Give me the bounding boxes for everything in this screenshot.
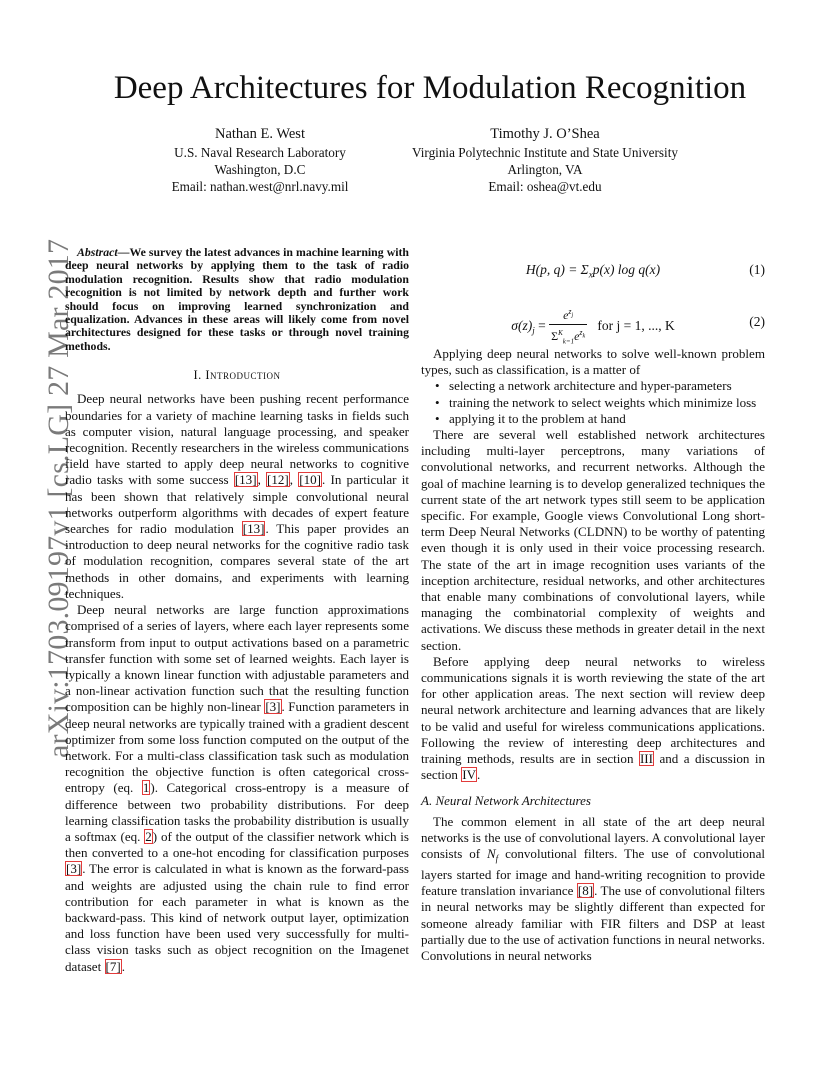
arxiv-watermark (2, 238, 75, 760)
right-paragraph-4: The common element in all state of the art deep neural networks is the use of convolutional layers. A convolutional layer consists of $N_f$ convolutional filters. The use of convolutional layers started for image and hand-writing recognition to provide feature translation invariance [8]. The use of convolutional filters in neural networks may be slightly different than expected for someone already familiar with FIR filters and DSP at least partially due to the use of activation functions in neural networks. Convolutions in neural networks (421, 813, 765, 963)
right-column (421, 246, 765, 964)
equation-2: $\sigma(z)_j$ = $\frac{e^{z_j}}{\Sigma^K_{k=1}e^{z_k}}$ for j = 1, ..., K (2) (421, 300, 765, 340)
subsection-heading: A. Neural Network Architectures (421, 793, 591, 809)
intro-paragraph-2: Deep neural networks are large function approximations comprised of a series of layers, where each layer represents some transform from input to output activations based on a parametric transfer function with some set of learned weights. Each layer is typically a known linear function with adjustable parameters and a non-linear activation function such that the resulting function composition can be highly non-linear [3]. Function parameters in deep neural networks are typically trained with a gradient descent optimizer from some loss function computed on the output of the network. For a multi-class classification task such as modulation recognition the objective function is often categorical cross-entropy (eq. 1). Categorical cross-entropy is a measure of difference between two probability distributions. For deep learning classification tasks the probability distribution is usually a softmax (eq. 2) of the output of the classifier network which is then converted to a one-hot encoding for classification purposes [3]. The error is calculated in what is known as the forward-pass and weights are adjusted using the chain rule to find error contribution for each parameter in what is known as the backward-pass. This kind of network output layer, optimization and loss function have been used very successfully for multi-class vision tasks such as object recognition on the Imagenet dataset [7]. (65, 602, 410, 974)
author-name: Timothy J. O’Shea (490, 126, 600, 142)
author-location: Arlington, VA (507, 162, 583, 177)
author-block-1 (120, 126, 400, 195)
right-paragraph-2: There are several well established network architectures including multi-layer perceptrons, many variations of convolutional networks, and recurrent networks. Although the goal of machine learning is to develop generalized techniques the current state of the art network types still seem to be application specific. For example, Google views Convolutional Long short-term Deep Neural Networks (CLDNN) to be worthy of patenting even though it is only used in their voice processing research. The state of the art in image recognition uses variants of the inception architecture, residual networks, and other architectures that enable many combinations of convolutional layers, while managing the combinatorial complexity of weights and activations. We discuss these methods in greater detail in the next section. (421, 427, 765, 653)
equation-ref-link[interactable]: 1 (142, 780, 150, 796)
abstract (65, 246, 409, 353)
right-paragraph-3: Before applying deep neural networks to wireless communications signals it is worth reviewing the state of the art for other application areas. The next section will review deep neural network architecture and learning advances that are likely to be valid and useful for wireless communications applications. Following the review of interesting deep architectures and training methods, results are in section III and a discussion in section IV. (421, 653, 765, 783)
citation-link[interactable]: [8] (577, 883, 594, 899)
list-item: • applying it to the problem at hand (435, 411, 765, 427)
author-affiliation: Virginia Polytechnic Institute and State University (412, 145, 678, 160)
section-ref-link[interactable]: IV (462, 767, 476, 783)
equation-ref-link[interactable]: 2 (145, 828, 152, 844)
author-email: Email: oshea@vt.edu (488, 179, 602, 194)
author-name: Nathan E. West (215, 126, 305, 142)
list-item: • selecting a network architecture and hyper-parameters (435, 378, 765, 394)
citation-link[interactable]: [3] (265, 699, 281, 715)
citation-link[interactable]: [7] (105, 958, 121, 974)
author-location: Washington, D.C (214, 162, 306, 177)
intro-paragraph-1: Deep neural networks have been pushing recent performance boundaries for a variety of machine learning tasks in fields such as computer vision, natural language processing, and speaker recognition. Recently researchers in the wireless communications field have started to apply deep neural networks to cognitive radio tasks with some success [13], [12], [10]. In particular it has been shown that relatively simple convolutional neural networks outperform algorithms with decades of expert feature searches for radio modulation [13]. This paper provides an introduction to deep neural networks for the cognitive radio task of modulation recognition, compares several state of the art methods in other domains, and experiments with learning techniques. (65, 391, 409, 601)
citation-link[interactable]: [3] (66, 861, 82, 877)
citation-link[interactable]: [13] (242, 521, 265, 537)
author-affiliation: U.S. Naval Research Laboratory (174, 145, 346, 160)
section-heading-introduction: I. Introduction (193, 368, 281, 383)
right-paragraph-1: Applying deep neural networks to solve well-known problem types, such as classification, is a matter of (421, 346, 765, 378)
equation-number: (1) (749, 262, 765, 277)
equation-1: H(p, $q) = \Sigma_xp(x)$ log q(x) (1) (525, 262, 765, 280)
list-item: • training the network to select weights which minimize loss (435, 395, 765, 411)
section-ref-link[interactable]: III (639, 751, 653, 767)
citation-link[interactable]: [13] (234, 472, 257, 488)
left-column (65, 246, 409, 975)
arxiv-id: arXiv:1703.09197v1 [cs.LG] 27 Mar 2017 (42, 238, 75, 758)
bullet-list (421, 378, 765, 427)
equation-number: (2) (749, 314, 765, 329)
author-email: Email: nathan.west@nrl.navy.mil (171, 179, 349, 194)
paper-title: Deep Architectures for Modulation Recognition (113, 70, 747, 106)
author-block-2 (390, 126, 700, 195)
citation-link[interactable]: [10] (299, 472, 321, 488)
abstract-text: —We survey the latest advances in machine learning with deep neural networks by applying them to the task of radio modulation recognition. Results show that radio modulation recognition is not limited by network depth and further work should focus on improving learned synchronization and equalization. Advances in these areas will likely come from novel architectures designed for these tasks or through novel training methods. (65, 245, 409, 353)
abstract-lead: Abstract (77, 245, 118, 259)
citation-link[interactable]: [12] (267, 472, 289, 488)
